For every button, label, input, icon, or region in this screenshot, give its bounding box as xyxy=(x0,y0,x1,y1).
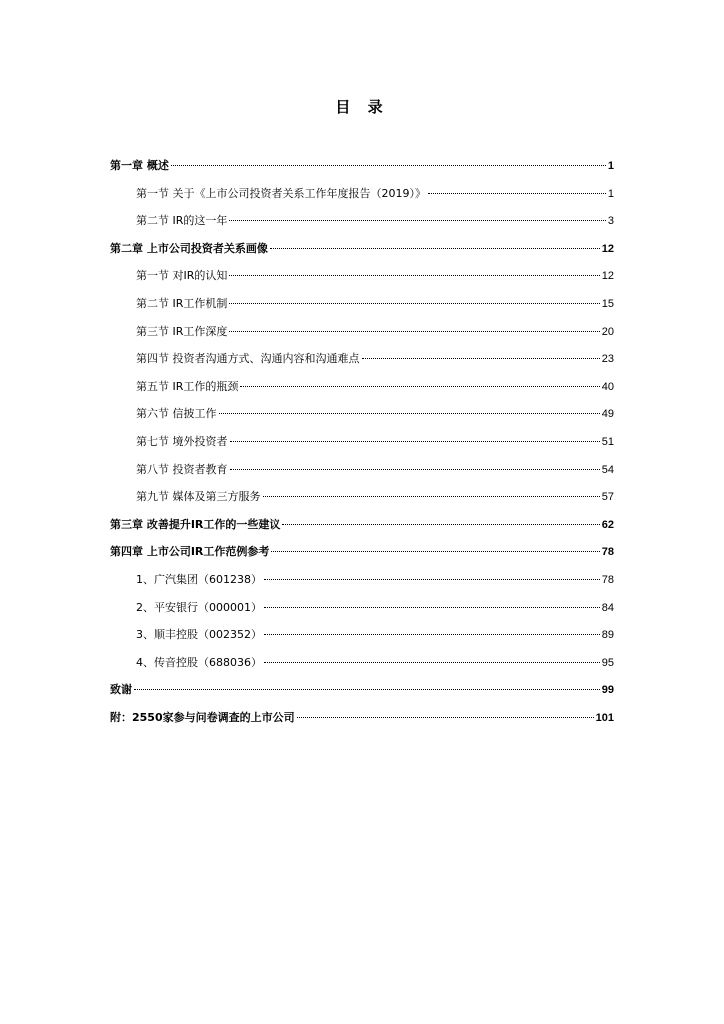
toc-chapter-entry[interactable] xyxy=(110,709,614,737)
toc-entry-label: 第四节 投资者沟通方式、沟通内容和沟通难点 xyxy=(136,352,360,366)
toc-dot-leader xyxy=(230,441,600,442)
toc-dot-leader xyxy=(270,248,600,249)
toc-chapter-entry[interactable] xyxy=(110,240,614,268)
toc-chapter-entry[interactable] xyxy=(110,516,614,544)
toc-chapter-entry[interactable] xyxy=(110,681,614,709)
toc-dot-leader xyxy=(271,551,599,552)
toc-entry-label: 4、传音控股（688036） xyxy=(136,655,262,669)
toc-page-number: 15 xyxy=(601,297,614,310)
toc-section-entry[interactable] xyxy=(110,599,614,627)
toc-section-entry[interactable] xyxy=(110,350,614,378)
toc-entry-label: 第八节 投资者教育 xyxy=(136,462,228,476)
toc-entry-label: 第二章 上市公司投资者关系画像 xyxy=(110,241,268,255)
toc-entry-label: 第一节 关于《上市公司投资者关系工作年度报告（2019）》 xyxy=(136,186,426,200)
toc-section-entry[interactable] xyxy=(110,378,614,406)
toc-page-number: 3 xyxy=(607,215,614,228)
toc-dot-leader xyxy=(229,303,599,304)
toc-dot-leader xyxy=(230,469,600,470)
toc-chapter-entry[interactable] xyxy=(110,157,614,185)
toc-entry-label: 第四章 上市公司IR工作范例参考 xyxy=(110,545,270,559)
toc-entry-label: 第一节 对IR的认知 xyxy=(136,269,228,283)
toc-page-number: 54 xyxy=(601,463,614,476)
toc-page-number: 78 xyxy=(601,546,614,559)
toc-page-number: 1 xyxy=(607,187,614,200)
toc-title: 目 录 xyxy=(335,98,389,116)
toc-chapter-entry[interactable] xyxy=(110,543,614,571)
toc-dot-leader xyxy=(219,413,600,414)
toc-dot-leader xyxy=(282,524,599,525)
toc-entry-label: 第九节 媒体及第三方服务 xyxy=(136,490,261,504)
toc-page-number: 78 xyxy=(601,573,614,586)
toc-section-entry[interactable] xyxy=(110,626,614,654)
toc-entry-label: 第七节 境外投资者 xyxy=(136,434,228,448)
toc-entry-label: 3、顺丰控股（002352） xyxy=(136,628,262,642)
toc-entry-label: 附：2550家参与问卷调查的上市公司 xyxy=(110,710,295,724)
toc-page-number: 12 xyxy=(601,270,614,283)
toc-dot-leader xyxy=(229,275,599,276)
toc-entry-label: 第三章 改善提升IR工作的一些建议 xyxy=(110,517,281,531)
toc-section-entry[interactable] xyxy=(110,212,614,240)
toc-page-number: 1 xyxy=(607,160,614,172)
toc-page-number: 84 xyxy=(601,601,614,614)
toc-page-number: 12 xyxy=(601,242,614,255)
toc-entry-label: 2、平安银行（000001） xyxy=(136,600,262,614)
toc-entry-label: 致谢 xyxy=(110,683,132,697)
toc-page-number: 49 xyxy=(601,408,614,421)
toc-section-entry[interactable] xyxy=(110,461,614,489)
toc-section-entry[interactable] xyxy=(110,433,614,461)
toc-page-number: 99 xyxy=(601,684,614,697)
toc-entry-label: 第六节 信披工作 xyxy=(136,407,217,421)
toc-section-entry[interactable] xyxy=(110,267,614,295)
toc-page-number: 89 xyxy=(601,629,614,642)
toc-entry-label: 第五节 IR工作的瓶颈 xyxy=(136,379,239,393)
toc-entry-label: 第三节 IR工作深度 xyxy=(136,324,228,338)
toc-section-entry[interactable] xyxy=(110,295,614,323)
toc-page-number: 23 xyxy=(601,353,614,366)
table-of-contents xyxy=(110,157,614,736)
toc-section-entry[interactable] xyxy=(110,323,614,351)
toc-dot-leader xyxy=(264,634,600,635)
toc-section-entry[interactable] xyxy=(110,405,614,433)
toc-page-number: 62 xyxy=(601,518,614,531)
toc-page-number: 40 xyxy=(601,380,614,393)
toc-dot-leader xyxy=(362,358,600,359)
toc-section-entry[interactable] xyxy=(110,488,614,516)
toc-section-entry[interactable] xyxy=(110,654,614,682)
toc-dot-leader xyxy=(264,607,600,608)
toc-dot-leader xyxy=(264,579,600,580)
toc-page-number: 51 xyxy=(601,435,614,448)
toc-page-number: 95 xyxy=(601,656,614,669)
toc-dot-leader xyxy=(428,193,606,194)
toc-section-entry[interactable] xyxy=(110,185,614,213)
toc-dot-leader xyxy=(134,689,600,690)
toc-page-number: 20 xyxy=(601,325,614,338)
toc-entry-label: 第二节 IR工作机制 xyxy=(136,296,228,310)
toc-entry-label: 第一章 概述 xyxy=(110,159,169,172)
toc-dot-leader xyxy=(297,717,594,718)
toc-dot-leader xyxy=(263,496,600,497)
toc-dot-leader xyxy=(240,386,599,387)
toc-page-number: 57 xyxy=(601,491,614,504)
toc-page-number: 101 xyxy=(595,711,614,724)
toc-entry-label: 1、广汽集团（601238） xyxy=(136,572,262,586)
toc-dot-leader xyxy=(264,662,600,663)
toc-section-entry[interactable] xyxy=(110,571,614,599)
toc-dot-leader xyxy=(229,331,599,332)
toc-entry-label: 第二节 IR的这一年 xyxy=(136,214,228,228)
toc-dot-leader xyxy=(171,165,606,166)
toc-dot-leader xyxy=(229,220,605,221)
